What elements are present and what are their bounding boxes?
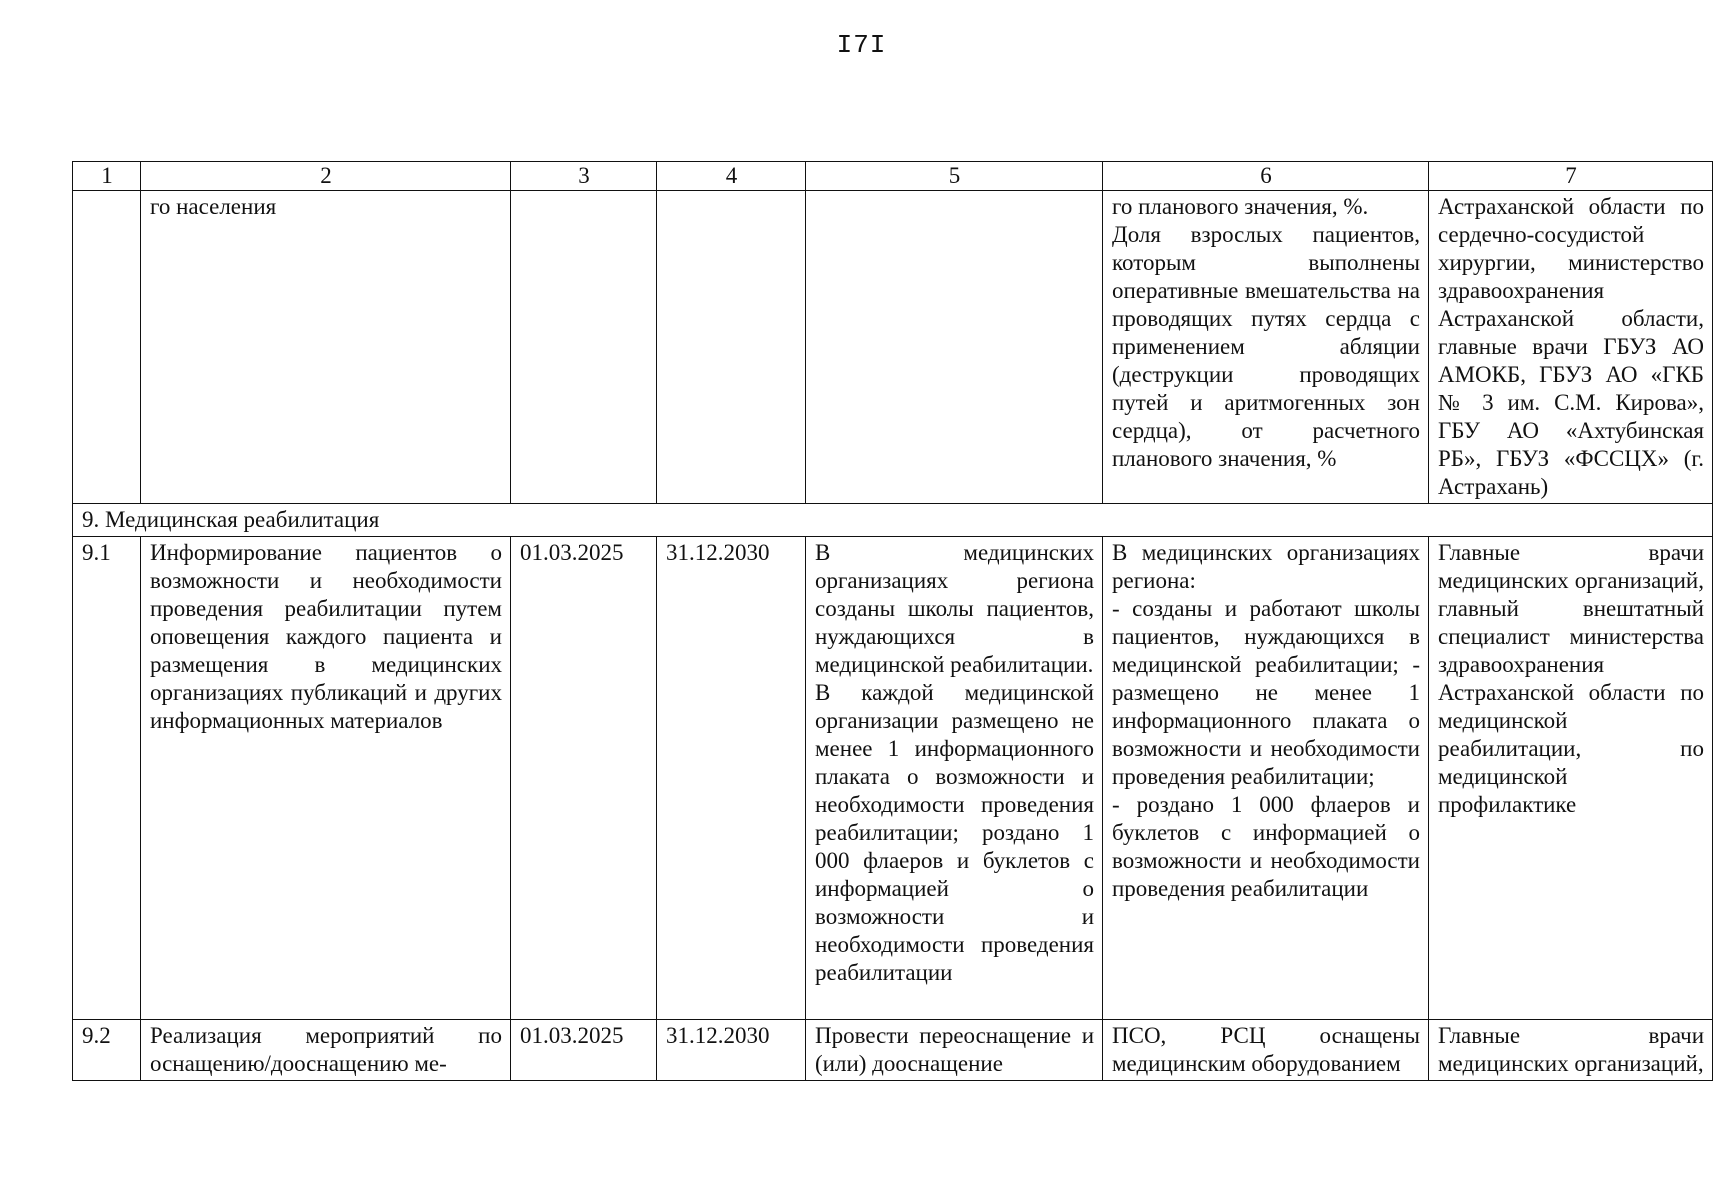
row-number: 9.2 xyxy=(73,1020,141,1081)
start-date-cell: 01.03.2025 xyxy=(511,1020,657,1081)
end-date-cell: 31.12.2030 xyxy=(657,1020,806,1081)
column-number: 2 xyxy=(141,162,511,191)
start-date-cell xyxy=(511,191,657,504)
column-number: 7 xyxy=(1429,162,1713,191)
activity-cell: го населения xyxy=(141,191,511,504)
continuation-row xyxy=(73,191,1713,504)
result-cell xyxy=(806,191,1103,504)
column-number: 6 xyxy=(1103,162,1429,191)
table-row xyxy=(73,1020,1713,1081)
column-number: 3 xyxy=(511,162,657,191)
result-cell: В медицинских организациях региона созданы школы пациентов, нуждающихся в медицинской реабилитации. В каждой медицинской организации размещено не менее 1 информационного плаката о возможности и необходимости проведения реабилитации; роздано 1 000 флаеров и буклетов с информацией о возможности и необходимости проведения реабилитации xyxy=(806,537,1103,1020)
indicator-cell: В медицинских организациях региона: - созданы и работают школы пациентов, нуждающихся в медицинской реабилитации; - размещено не менее 1 информационного плаката о возможности и необходимости проведения реабилитации; - роздано 1 000 флаеров и буклетов с информацией о возможности и необходимости проведения реабилитации xyxy=(1103,537,1429,1020)
page-number: I7I xyxy=(836,30,887,60)
plan-table xyxy=(72,161,1713,1081)
table-row xyxy=(73,537,1713,1020)
indicator-cell: ПСО, РСЦ оснащены медицинским оборудованием xyxy=(1103,1020,1429,1081)
section-title: 9. Медицинская реабилитация xyxy=(73,504,1713,537)
column-number: 4 xyxy=(657,162,806,191)
column-number: 1 xyxy=(73,162,141,191)
result-cell: Провести переоснащение и (или) дооснащение xyxy=(806,1020,1103,1081)
section-row xyxy=(73,504,1713,537)
responsible-cell: Астраханской области по сердечно-сосудистой хирургии, министерство здравоохранения Астраханской области, главные врачи ГБУЗ АО АМОКБ, ГБУЗ АО «ГКБ № 3 им. С.М. Кирова», ГБУ АО «Ахтубинская РБ», ГБУЗ «ФССЦХ» (г. Астрахань) xyxy=(1429,191,1713,504)
activity-cell: Информирование пациентов о возможности и необходимости проведения реабилитации путем оповещения каждого пациента и размещения в медицинских организациях публикаций и других информационных материалов xyxy=(141,537,511,1020)
column-number: 5 xyxy=(806,162,1103,191)
indicator-cell: го планового значения, %. Доля взрослых пациентов, которым выполнены оперативные вмешательства на проводящих путях сердца с применением абляции (деструкции проводящих путей и аритмогенных зон сердца), от расчетного планового значения, % xyxy=(1103,191,1429,504)
end-date-cell: 31.12.2030 xyxy=(657,537,806,1020)
number-cell xyxy=(73,191,141,504)
row-number: 9.1 xyxy=(73,537,141,1020)
column-number-row xyxy=(73,162,1713,191)
responsible-cell: Главные врачи медицинских организаций, xyxy=(1429,1020,1713,1081)
responsible-cell: Главные врачи медицинских организаций, главный внештатный специалист министерства здравоохранения Астраханской области по медицинской реабилитации, по медицинской профилактике xyxy=(1429,537,1713,1020)
activity-cell: Реализация мероприятий по оснащению/дооснащению ме- xyxy=(141,1020,511,1081)
start-date-cell: 01.03.2025 xyxy=(511,537,657,1020)
end-date-cell xyxy=(657,191,806,504)
